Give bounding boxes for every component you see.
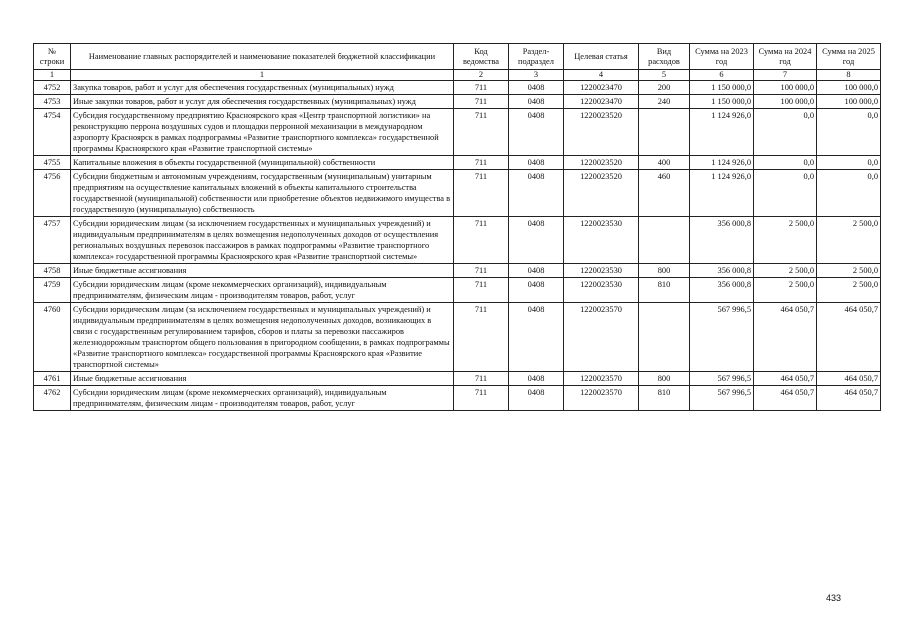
dept-code: 711 xyxy=(454,264,509,278)
expense-type: 800 xyxy=(639,264,690,278)
row-name: Иные закупки товаров, работ и услуг для обеспечения государственных (муниципальных) нужд xyxy=(71,95,454,109)
sum-2024: 2 500,0 xyxy=(754,278,817,303)
target-code: 1220023470 xyxy=(564,81,639,95)
table-row xyxy=(34,81,881,95)
row-number: 4760 xyxy=(34,303,71,372)
row-number: 4755 xyxy=(34,156,71,170)
table-row xyxy=(34,109,881,156)
row-name: Закупка товаров, работ и услуг для обеспечения государственных (муниципальных) нужд xyxy=(71,81,454,95)
budget-table-page xyxy=(33,43,880,411)
row-name: Субсидии юридическим лицам (кроме некоммерческих организаций), индивидуальным предпринимателям, физическим лицам - производителям товаров, работ, услуг xyxy=(71,278,454,303)
sum-2024: 464 050,7 xyxy=(754,386,817,411)
sum-2024: 464 050,7 xyxy=(754,372,817,386)
sum-2024: 100 000,0 xyxy=(754,81,817,95)
target-code: 1220023530 xyxy=(564,264,639,278)
header-sum-2024: Сумма на 2024 год xyxy=(754,44,817,70)
dept-code: 711 xyxy=(454,217,509,264)
sum-2025: 0,0 xyxy=(817,156,881,170)
section-code: 0408 xyxy=(509,264,564,278)
sum-2023: 1 124 926,0 xyxy=(690,109,754,156)
section-code: 0408 xyxy=(509,386,564,411)
header-expense-type: Вид расходов xyxy=(639,44,690,70)
header-sum-2023: Сумма на 2023 год xyxy=(690,44,754,70)
target-code: 1220023520 xyxy=(564,156,639,170)
section-code: 0408 xyxy=(509,303,564,372)
column-number: 2 xyxy=(454,70,509,81)
dept-code: 711 xyxy=(454,278,509,303)
target-code: 1220023570 xyxy=(564,372,639,386)
expense-type: 400 xyxy=(639,156,690,170)
section-code: 0408 xyxy=(509,109,564,156)
table-row xyxy=(34,372,881,386)
row-name: Капитальные вложения в объекты государственной (муниципальной) собственности xyxy=(71,156,454,170)
row-name: Субсидии бюджетным и автономным учреждениям, государственным (муниципальным) унитарным предприятиям на осуществление капитальных вложений в объекты капитального строительства государственной (муниципальной) собственности или приобретение объектов недвижимого имущества в государственную (муниципальную) собственность xyxy=(71,170,454,217)
sum-2023: 356 000,8 xyxy=(690,278,754,303)
expense-type: 810 xyxy=(639,278,690,303)
sum-2025: 2 500,0 xyxy=(817,278,881,303)
sum-2024: 100 000,0 xyxy=(754,95,817,109)
expense-type xyxy=(639,109,690,156)
sum-2025: 464 050,7 xyxy=(817,372,881,386)
dept-code: 711 xyxy=(454,156,509,170)
section-code: 0408 xyxy=(509,156,564,170)
sum-2025: 464 050,7 xyxy=(817,303,881,372)
sum-2023: 1 150 000,0 xyxy=(690,95,754,109)
row-number: 4762 xyxy=(34,386,71,411)
dept-code: 711 xyxy=(454,170,509,217)
sum-2023: 1 124 926,0 xyxy=(690,170,754,217)
header-row xyxy=(34,44,881,70)
sum-2025: 2 500,0 xyxy=(817,264,881,278)
sum-2023: 1 150 000,0 xyxy=(690,81,754,95)
sum-2025: 0,0 xyxy=(817,170,881,217)
sum-2023: 1 124 926,0 xyxy=(690,156,754,170)
row-number: 4756 xyxy=(34,170,71,217)
sum-2025: 2 500,0 xyxy=(817,217,881,264)
dept-code: 711 xyxy=(454,372,509,386)
expense-type xyxy=(639,303,690,372)
column-number: 1 xyxy=(34,70,71,81)
sum-2024: 0,0 xyxy=(754,170,817,217)
sum-2024: 464 050,7 xyxy=(754,303,817,372)
sum-2024: 0,0 xyxy=(754,156,817,170)
header-name: Наименование главных распорядителей и наименование показателей бюджетной классификации xyxy=(71,44,454,70)
target-code: 1220023520 xyxy=(564,109,639,156)
expense-type: 800 xyxy=(639,372,690,386)
target-code: 1220023530 xyxy=(564,278,639,303)
row-number: 4754 xyxy=(34,109,71,156)
sum-2024: 2 500,0 xyxy=(754,217,817,264)
row-number: 4757 xyxy=(34,217,71,264)
header-dept-code: Код ведомства xyxy=(454,44,509,70)
table-row xyxy=(34,217,881,264)
sum-2024: 2 500,0 xyxy=(754,264,817,278)
expense-type: 810 xyxy=(639,386,690,411)
table-row xyxy=(34,278,881,303)
target-code: 1220023530 xyxy=(564,217,639,264)
budget-table xyxy=(33,43,881,411)
row-number: 4752 xyxy=(34,81,71,95)
target-code: 1220023520 xyxy=(564,170,639,217)
section-code: 0408 xyxy=(509,372,564,386)
row-name: Иные бюджетные ассигнования xyxy=(71,372,454,386)
table-row xyxy=(34,95,881,109)
section-code: 0408 xyxy=(509,217,564,264)
sum-2025: 100 000,0 xyxy=(817,95,881,109)
row-name: Субсидии юридическим лицам (за исключением государственных и муниципальных учреждений) и индивидуальным предпринимателям в целях возмещения недополученных доходов, возникающих в связи с государственным регулированием тарифов, сборов и платы за перевозки пассажиров железнодорожным транспортом общего пользования в пригородном сообщении, в рамках подпрограммы «Развитие транспортного комплекса» государственной программы Красноярского края «Развитие транспортной системы» xyxy=(71,303,454,372)
target-code: 1220023470 xyxy=(564,95,639,109)
expense-type: 240 xyxy=(639,95,690,109)
sum-2023: 567 996,5 xyxy=(690,372,754,386)
column-number: 1 xyxy=(71,70,454,81)
row-number: 4758 xyxy=(34,264,71,278)
header-sum-2025: Сумма на 2025 год xyxy=(817,44,881,70)
dept-code: 711 xyxy=(454,386,509,411)
header-section: Раздел-подраздел xyxy=(509,44,564,70)
sum-2023: 567 996,5 xyxy=(690,386,754,411)
column-number: 3 xyxy=(509,70,564,81)
sum-2023: 567 996,5 xyxy=(690,303,754,372)
header-row-no: № строки xyxy=(34,44,71,70)
row-name: Субсидия государственному предприятию Красноярского края «Центр транспортной логистики» на реконструкцию перрона воздушных судов и площадки перронной механизации в международном аэропорту Красноярск в рамках подпрограммы «Развитие транспортного комплекса» государственной программы Красноярского края «Развитие транспортной системы» xyxy=(71,109,454,156)
sum-2025: 100 000,0 xyxy=(817,81,881,95)
row-name: Субсидии юридическим лицам (кроме некоммерческих организаций), индивидуальным предпринимателям, физическим лицам - производителям товаров, работ, услуг xyxy=(71,386,454,411)
sum-2024: 0,0 xyxy=(754,109,817,156)
table-row xyxy=(34,386,881,411)
row-number: 4753 xyxy=(34,95,71,109)
table-row xyxy=(34,170,881,217)
section-code: 0408 xyxy=(509,81,564,95)
column-number-row xyxy=(34,70,881,81)
expense-type: 200 xyxy=(639,81,690,95)
dept-code: 711 xyxy=(454,81,509,95)
target-code: 1220023570 xyxy=(564,303,639,372)
header-target: Целевая статья xyxy=(564,44,639,70)
column-number: 6 xyxy=(690,70,754,81)
expense-type: 460 xyxy=(639,170,690,217)
table-row xyxy=(34,303,881,372)
section-code: 0408 xyxy=(509,170,564,217)
column-number: 7 xyxy=(754,70,817,81)
column-number: 4 xyxy=(564,70,639,81)
column-number: 8 xyxy=(817,70,881,81)
row-name: Субсидии юридическим лицам (за исключением государственных и муниципальных учреждений) и индивидуальным предпринимателям в целях возмещения недополученных доходов от осуществления региональных воздушных перевозок пассажиров в рамках подпрограммы «Развитие транспортного комплекса» государственной программы Красноярского края «Развитие транспортной системы» xyxy=(71,217,454,264)
dept-code: 711 xyxy=(454,303,509,372)
target-code: 1220023570 xyxy=(564,386,639,411)
sum-2025: 0,0 xyxy=(817,109,881,156)
page-number: 433 xyxy=(826,593,842,603)
table-body xyxy=(34,81,881,411)
table-row xyxy=(34,264,881,278)
sum-2023: 356 000,8 xyxy=(690,264,754,278)
row-number: 4759 xyxy=(34,278,71,303)
column-number: 5 xyxy=(639,70,690,81)
row-name: Иные бюджетные ассигнования xyxy=(71,264,454,278)
dept-code: 711 xyxy=(454,109,509,156)
section-code: 0408 xyxy=(509,278,564,303)
expense-type xyxy=(639,217,690,264)
row-number: 4761 xyxy=(34,372,71,386)
sum-2025: 464 050,7 xyxy=(817,386,881,411)
dept-code: 711 xyxy=(454,95,509,109)
table-row xyxy=(34,156,881,170)
sum-2023: 356 000,8 xyxy=(690,217,754,264)
section-code: 0408 xyxy=(509,95,564,109)
